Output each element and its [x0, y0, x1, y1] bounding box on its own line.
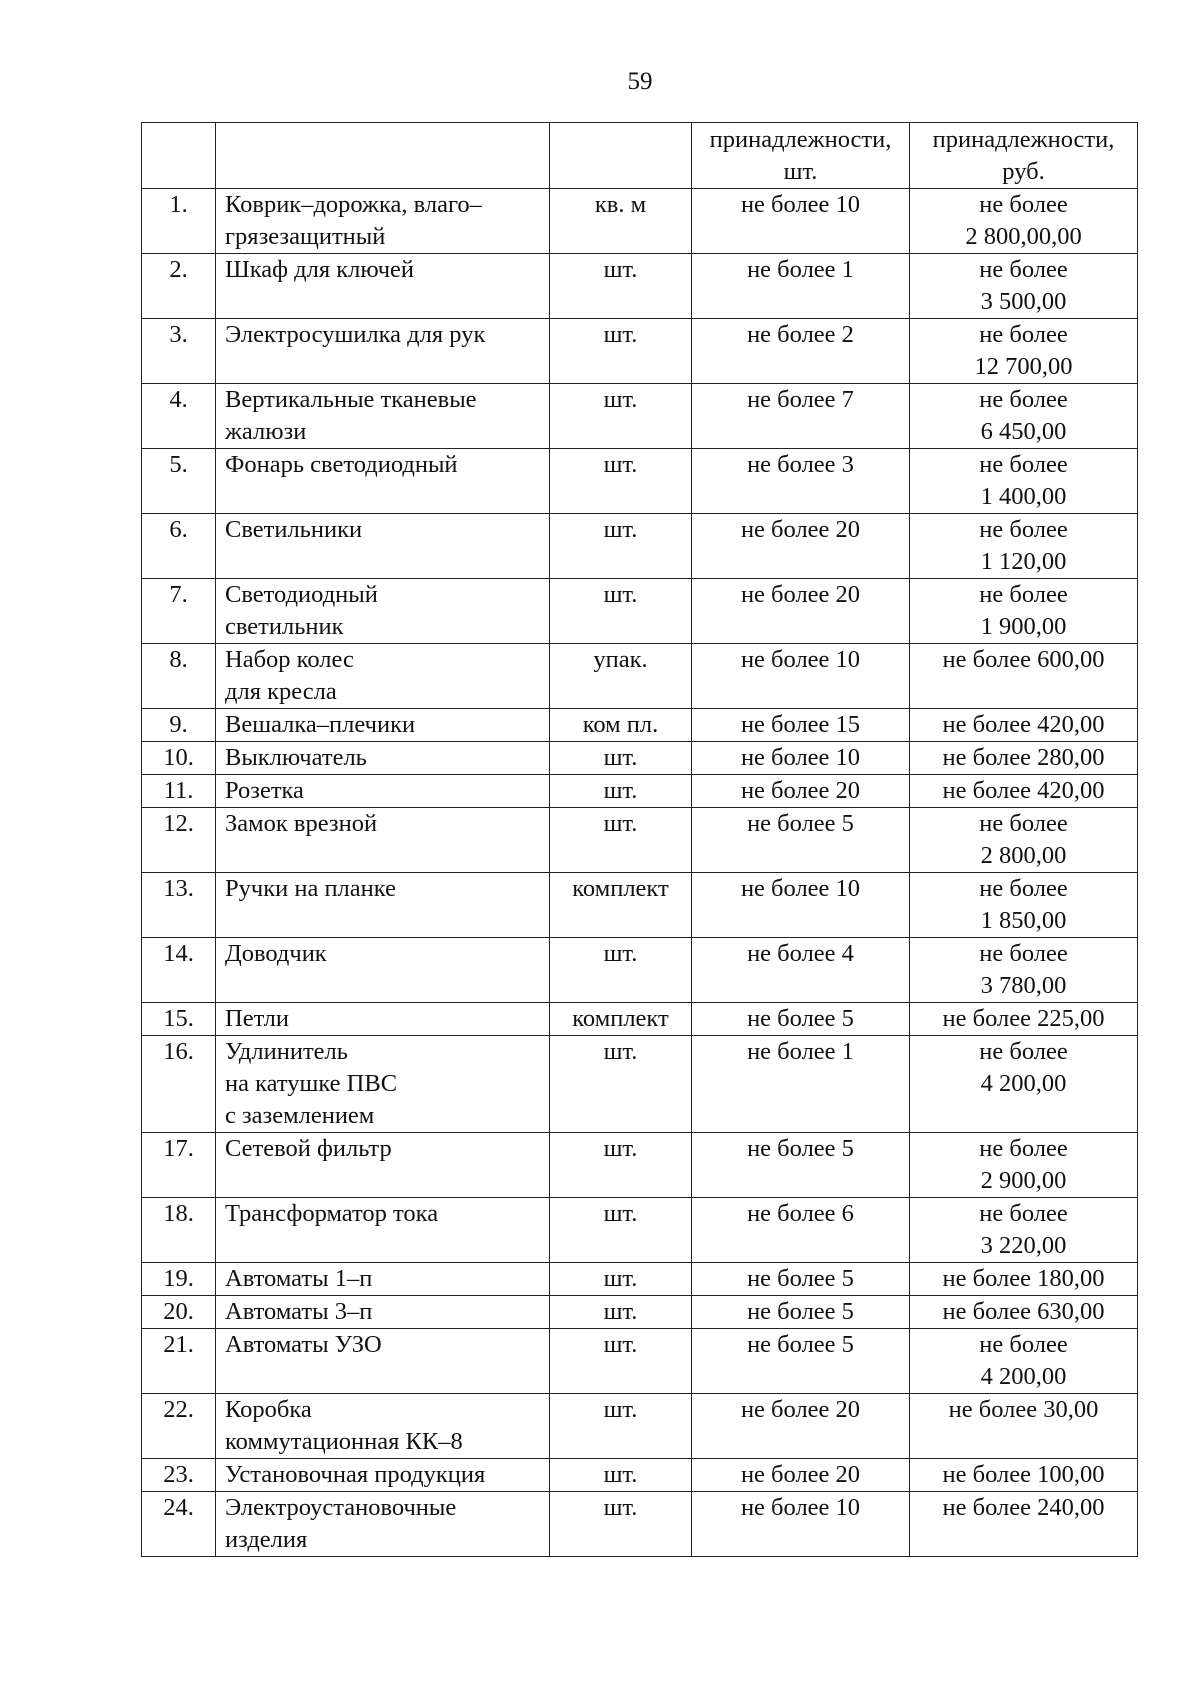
quantity: не более 10 — [692, 644, 910, 709]
unit: шт. — [550, 449, 692, 514]
row-number: 14. — [142, 938, 216, 1003]
unit: упак. — [550, 644, 692, 709]
unit: шт. — [550, 1263, 692, 1296]
quantity: не более 7 — [692, 384, 910, 449]
row-number: 10. — [142, 742, 216, 775]
row-number: 8. — [142, 644, 216, 709]
price: не более 600,00 — [910, 644, 1138, 709]
table-row — [142, 1459, 1138, 1492]
item-name: Светодиодный светильник — [216, 579, 550, 644]
quantity: не более 2 — [692, 319, 910, 384]
row-number: 19. — [142, 1263, 216, 1296]
row-number: 17. — [142, 1133, 216, 1198]
table-row — [142, 808, 1138, 873]
table-row — [142, 709, 1138, 742]
price: не более 3 500,00 — [910, 254, 1138, 319]
header-unit — [550, 123, 692, 189]
quantity: не более 10 — [692, 189, 910, 254]
unit: шт. — [550, 319, 692, 384]
item-name: Коробка коммутационная КК–8 — [216, 1394, 550, 1459]
item-name: Набор колес для кресла — [216, 644, 550, 709]
row-number: 16. — [142, 1036, 216, 1133]
quantity: не более 5 — [692, 1003, 910, 1036]
row-number: 4. — [142, 384, 216, 449]
quantity: не более 20 — [692, 1394, 910, 1459]
table-row — [142, 1133, 1138, 1198]
price: не более 100,00 — [910, 1459, 1138, 1492]
unit: ком пл. — [550, 709, 692, 742]
unit: шт. — [550, 1492, 692, 1557]
price: не более 3 780,00 — [910, 938, 1138, 1003]
table-row — [142, 579, 1138, 644]
row-number: 12. — [142, 808, 216, 873]
price: не более 2 900,00 — [910, 1133, 1138, 1198]
table-row — [142, 1492, 1138, 1557]
quantity: не более 3 — [692, 449, 910, 514]
item-name: Петли — [216, 1003, 550, 1036]
items-table — [141, 122, 1138, 1557]
price: не более 3 220,00 — [910, 1198, 1138, 1263]
row-number: 22. — [142, 1394, 216, 1459]
item-name: Вертикальные тканевые жалюзи — [216, 384, 550, 449]
item-name: Электросушилка для рук — [216, 319, 550, 384]
table-row — [142, 1394, 1138, 1459]
quantity: не более 20 — [692, 1459, 910, 1492]
table-row — [142, 873, 1138, 938]
unit: шт. — [550, 808, 692, 873]
header-quantity: принадлежности, шт. — [692, 123, 910, 189]
quantity: не более 6 — [692, 1198, 910, 1263]
price: не более 4 200,00 — [910, 1329, 1138, 1394]
item-name: Установочная продукция — [216, 1459, 550, 1492]
quantity: не более 5 — [692, 1133, 910, 1198]
table-row — [142, 1198, 1138, 1263]
item-name: Трансформатор тока — [216, 1198, 550, 1263]
quantity: не более 1 — [692, 254, 910, 319]
price: не более 240,00 — [910, 1492, 1138, 1557]
item-name: Автоматы УЗО — [216, 1329, 550, 1394]
item-name: Вешалка–плечики — [216, 709, 550, 742]
quantity: не более 5 — [692, 808, 910, 873]
price: не более 6 450,00 — [910, 384, 1138, 449]
unit: шт. — [550, 384, 692, 449]
row-number: 11. — [142, 775, 216, 808]
unit: кв. м — [550, 189, 692, 254]
item-name: Светильники — [216, 514, 550, 579]
item-name: Доводчик — [216, 938, 550, 1003]
table-row — [142, 384, 1138, 449]
price: не более 4 200,00 — [910, 1036, 1138, 1133]
table-row — [142, 189, 1138, 254]
unit: шт. — [550, 1036, 692, 1133]
unit: шт. — [550, 1296, 692, 1329]
unit: шт. — [550, 254, 692, 319]
row-number: 1. — [142, 189, 216, 254]
row-number: 24. — [142, 1492, 216, 1557]
row-number: 3. — [142, 319, 216, 384]
unit: шт. — [550, 1133, 692, 1198]
row-number: 20. — [142, 1296, 216, 1329]
unit: шт. — [550, 1329, 692, 1394]
unit: комплект — [550, 873, 692, 938]
quantity: не более 15 — [692, 709, 910, 742]
unit: шт. — [550, 579, 692, 644]
quantity: не более 20 — [692, 514, 910, 579]
price: не более 1 400,00 — [910, 449, 1138, 514]
row-number: 6. — [142, 514, 216, 579]
quantity: не более 5 — [692, 1296, 910, 1329]
table-row — [142, 1003, 1138, 1036]
item-name: Автоматы 1–п — [216, 1263, 550, 1296]
table-row — [142, 1263, 1138, 1296]
price: не более 180,00 — [910, 1263, 1138, 1296]
price: не более 280,00 — [910, 742, 1138, 775]
quantity: не более 4 — [692, 938, 910, 1003]
quantity: не более 5 — [692, 1263, 910, 1296]
price: не более 225,00 — [910, 1003, 1138, 1036]
row-number: 13. — [142, 873, 216, 938]
table-row — [142, 1296, 1138, 1329]
unit: шт. — [550, 1198, 692, 1263]
item-name: Автоматы 3–п — [216, 1296, 550, 1329]
item-name: Сетевой фильтр — [216, 1133, 550, 1198]
quantity: не более 10 — [692, 742, 910, 775]
table-row — [142, 644, 1138, 709]
row-number: 2. — [142, 254, 216, 319]
unit: шт. — [550, 1394, 692, 1459]
table-row — [142, 254, 1138, 319]
item-name: Выключатель — [216, 742, 550, 775]
row-number: 7. — [142, 579, 216, 644]
price: не более 12 700,00 — [910, 319, 1138, 384]
item-name: Розетка — [216, 775, 550, 808]
table-row — [142, 1036, 1138, 1133]
quantity: не более 20 — [692, 579, 910, 644]
page-number: 59 — [627, 68, 653, 95]
price: не более 420,00 — [910, 775, 1138, 808]
row-number: 23. — [142, 1459, 216, 1492]
row-number: 21. — [142, 1329, 216, 1394]
item-name: Удлинитель на катушке ПВС с заземлением — [216, 1036, 550, 1133]
price: не более 630,00 — [910, 1296, 1138, 1329]
item-name: Шкаф для ключей — [216, 254, 550, 319]
quantity: не более 10 — [692, 873, 910, 938]
table-row — [142, 1329, 1138, 1394]
unit: шт. — [550, 742, 692, 775]
header-price: принадлежности, руб. — [910, 123, 1138, 189]
row-number: 18. — [142, 1198, 216, 1263]
price: не более 1 900,00 — [910, 579, 1138, 644]
item-name: Электроустановочные изделия — [216, 1492, 550, 1557]
price: не более 1 120,00 — [910, 514, 1138, 579]
quantity: не более 20 — [692, 775, 910, 808]
unit: шт. — [550, 514, 692, 579]
unit: шт. — [550, 775, 692, 808]
quantity: не более 5 — [692, 1329, 910, 1394]
table-row — [142, 742, 1138, 775]
table-row — [142, 938, 1138, 1003]
row-number: 9. — [142, 709, 216, 742]
item-name: Ручки на планке — [216, 873, 550, 938]
quantity: не более 10 — [692, 1492, 910, 1557]
header-num — [142, 123, 216, 189]
row-number: 5. — [142, 449, 216, 514]
table-row — [142, 514, 1138, 579]
price: не более 1 850,00 — [910, 873, 1138, 938]
price: не более 2 800,00 — [910, 808, 1138, 873]
price: не более 2 800,00,00 — [910, 189, 1138, 254]
unit: шт. — [550, 1459, 692, 1492]
unit: шт. — [550, 938, 692, 1003]
table-row — [142, 775, 1138, 808]
table-row — [142, 449, 1138, 514]
table-header-row — [142, 123, 1138, 189]
price: не более 420,00 — [910, 709, 1138, 742]
header-name — [216, 123, 550, 189]
price: не более 30,00 — [910, 1394, 1138, 1459]
item-name: Коврик–дорожка, влаго– грязезащитный — [216, 189, 550, 254]
item-name: Фонарь светодиодный — [216, 449, 550, 514]
quantity: не более 1 — [692, 1036, 910, 1133]
row-number: 15. — [142, 1003, 216, 1036]
table-row — [142, 319, 1138, 384]
item-name: Замок врезной — [216, 808, 550, 873]
unit: комплект — [550, 1003, 692, 1036]
